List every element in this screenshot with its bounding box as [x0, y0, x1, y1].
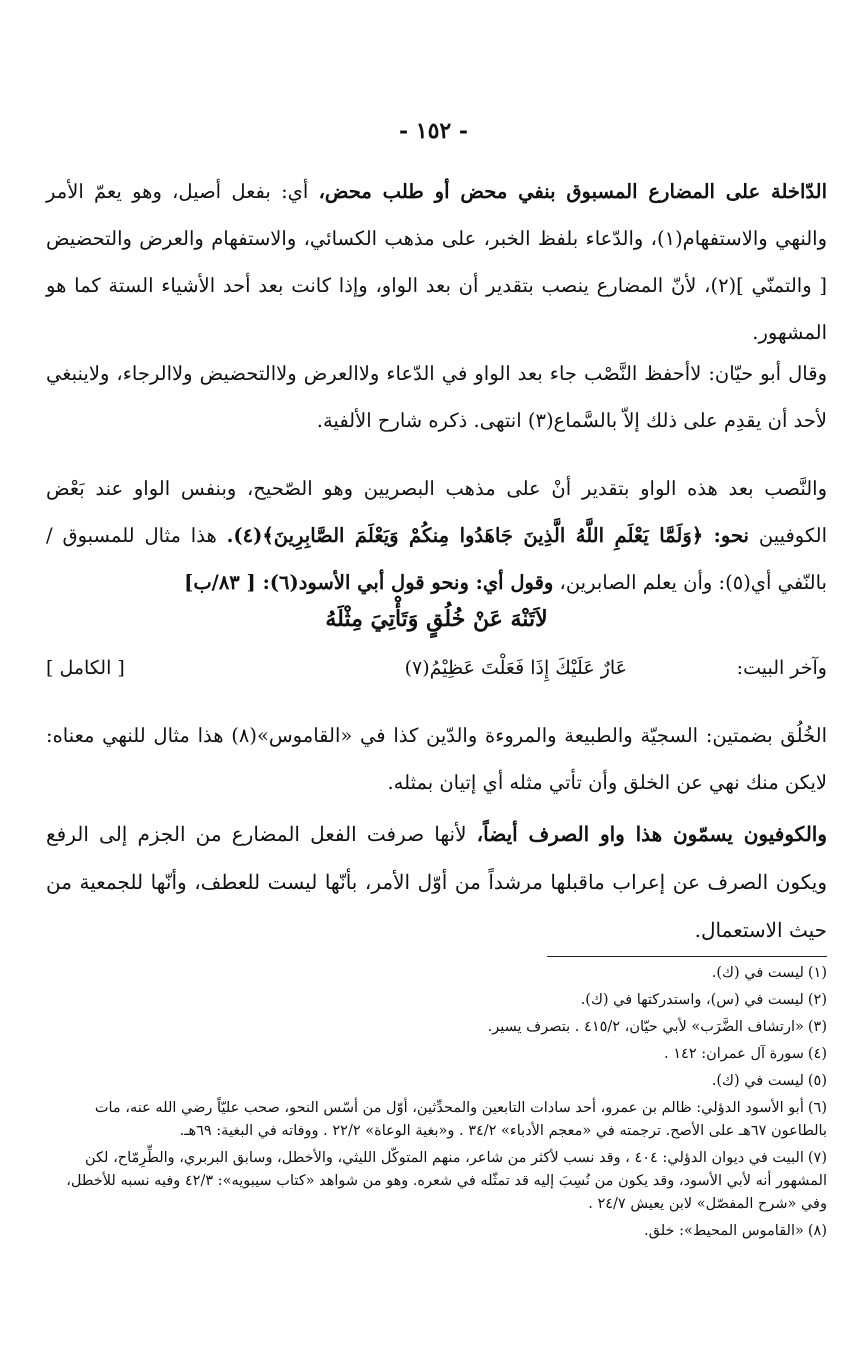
folio-marker: [ ٨٣/ب]: [184, 571, 263, 594]
footnote-separator: [547, 956, 827, 957]
verse-first-hemistich: لاَتَنْهَ عَنْ خُلُقٍ وَتَأْتِيَ مِثْلَهُ: [325, 606, 548, 632]
footnote-text: سورة آل عمران: ١٤٢ .: [664, 1046, 804, 1062]
page-number: - ١٥٢ -: [398, 118, 469, 144]
footnote-text: ليست في (ك).: [711, 965, 804, 981]
footnote-text: ليست في (س)، واستدركتها في (ك).: [580, 992, 804, 1008]
footnote-number: (٧): [807, 1150, 827, 1166]
footnote-5: [46, 1070, 827, 1093]
footnote-1: [46, 962, 827, 985]
footnote-text: «ارتشاف الضَّرَب» لأبي حيّان، ٤١٥/٢ . بتصرف يسير.: [487, 1019, 804, 1035]
paragraph-5-bold-lead: والكوفيون يسمّون هذا واو الصرف أيضاً،: [476, 822, 828, 846]
footnote-8: [46, 1220, 827, 1243]
paragraph-5-text: لأنها صرفت الفعل المضارع من الجزم إلى الرفع ويكون الصرف عن إعراب ماقبلها مرشداً من أوّل الأمر، بأنّها ليست للعطف، وأنّها للجمعية من حيث الاستعمال.: [46, 822, 827, 942]
footnote-4: [46, 1043, 827, 1066]
footnote-number: (٦): [807, 1100, 827, 1116]
verse-meter: [ الكامل ]: [46, 657, 125, 679]
poet-citation: وقول أي: ونحو قول أبي الأسود(٦):: [262, 571, 554, 594]
footnote-3: [46, 1016, 827, 1039]
paragraph-1: [46, 168, 827, 356]
footnote-7: [46, 1147, 827, 1216]
footnote-text: البيت في ديوان الدؤلي: ٤٠٤ ، وقد نسب لأكثر من شاعر، منهم المتوكّل الليثي، والأخطل، وسابق البربري، والطِّرِمّاح، لكن المشهور أنه لأبي الأسود، وقد يكون من نُسِبَ إليه قد تمثّله في شعره. وهو من شواهد «كتاب سيبويه»: ٤٢/٣ وفيه نسبه للأخطل، وفي «شرح المفصّل» لابن يعيش ٢٤/٧ .: [66, 1150, 827, 1212]
footnote-2: [46, 989, 827, 1012]
footnote-text: ليست في (ك).: [711, 1073, 804, 1089]
footnote-number: (٢): [807, 992, 827, 1008]
footnote-text: أبو الأسود الدؤلي: ظالم بن عمرو، أحد سادات التابعين والمحدِّثين، أوّل من أسّس النحو، صحب عليّاً رضي الله عنه، مات بالطاعون ٦٧هـ على الأصح. ترجمته في «معجم الأدباء» ٣٤/٢ . و«بغية الوعاة» ٢٢/٢ . ووفاته في البغية: ٦٩هـ.: [94, 1100, 827, 1139]
footnote-6: [46, 1097, 827, 1143]
verse-second-line: [46, 657, 827, 697]
footnote-number: (٣): [807, 1019, 827, 1035]
footnote-number: (١): [807, 965, 827, 981]
paragraph-5: [46, 810, 827, 954]
footnote-number: (٤): [807, 1046, 827, 1062]
quran-citation: نحو: ﴿وَلَمَّا يَعْلَمِ اللَّهُ الَّذِينَ جَاهَدُوا مِنكُمْ وَيَعْلَمَ الصَّابِرِينَ﴾(٤).: [226, 524, 749, 547]
footnote-number: (٥): [807, 1073, 827, 1089]
paragraph-1-bold-lead: الدّاخلة على المضارع المسبوق بنفي محض أو طلب محض،: [318, 180, 827, 203]
paragraph-2: وقال أبو حيّان: لاأحفظ النَّصْب جاء بعد الواو في الدّعاء ولاالعرض ولاالتحضيض ولاالرجاء، ولاينبغي لأحد أن يقدِم على ذلك إلاّ بالسَّماع(٣) انتهى. ذكره شارح الألفية.: [46, 362, 827, 432]
paragraph-3: [46, 465, 827, 606]
verse-second-hemistich: عَارٌ عَلَيْكَ إِذَا فَعَلْتَ عَظِيْمُ(٧): [404, 657, 627, 679]
paragraph-4: الخُلُق بضمتين: السجيّة والطبيعة والمروءة والدّين كذا في «القاموس»(٨) هذا مثال للنهي معناه: لايكن منك نهي عن الخلق وأن تأتي مثله أي إتيان بمثله.: [46, 724, 828, 794]
footnote-number: (٨): [807, 1223, 827, 1239]
paragraph-1-text: أي: بفعل أصيل، وهو يعمّ الأمر والنهي والاستفهام(١)، والدّعاء بلفظ الخبر، على مذهب الكسائي، والاستفهام والعرض والتحضيض [ والتمنّي ](٢)، لأنّ المضارع ينصب بتقدير أن بعد الواو، وإذا كانت بعد أحد الأشياء الستة كما هو المشهور.: [46, 180, 827, 344]
paragraph-3-text-a: والنَّصب بعد هذه الواو بتقدير أنْ على مذهب البصريين وهو الصّحيح، وبنفس الواو عند بَعْض الكوفيين: [46, 477, 827, 547]
paragraph-3-text-b: هذا مثال للمسبوق / بالنّفي أي(٥): وأن يعلم الصابرين،: [46, 524, 827, 594]
footnote-text: «القاموس المحيط»: خلق.: [644, 1223, 804, 1239]
footnotes: [46, 962, 827, 1247]
verse-lead-label: وآخر البيت:: [736, 657, 827, 679]
